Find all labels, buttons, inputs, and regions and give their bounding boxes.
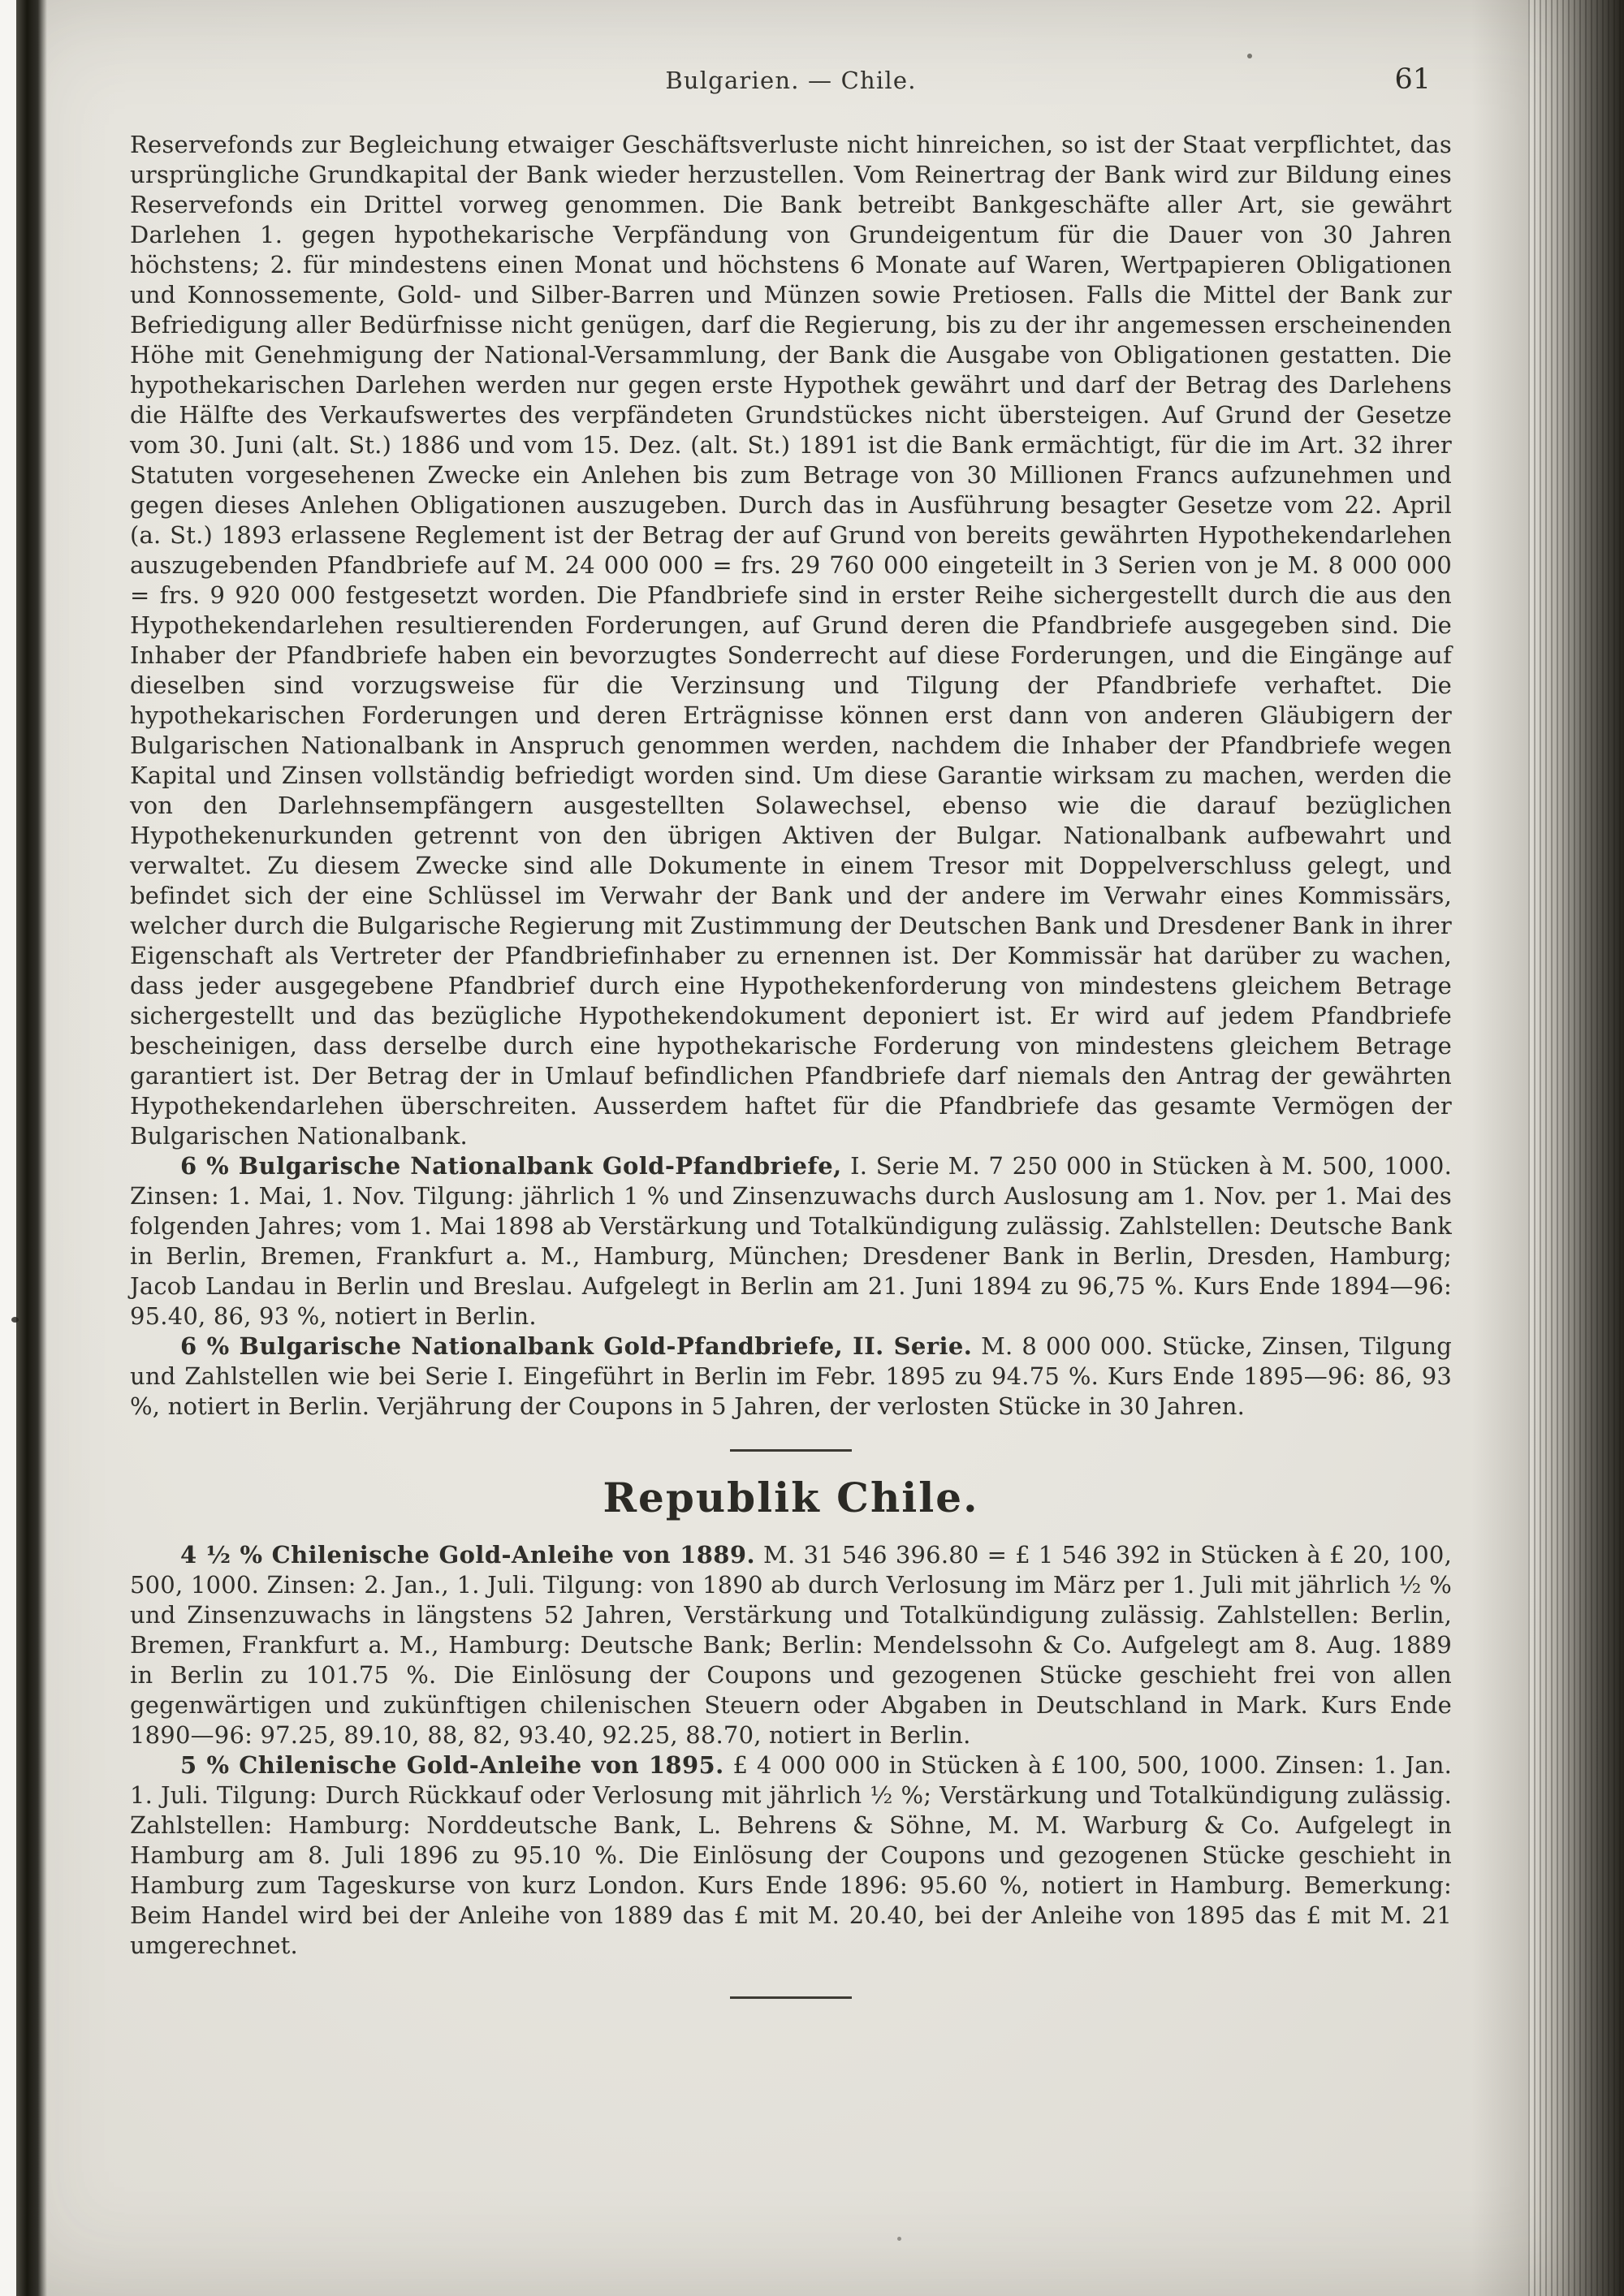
page-body — [130, 130, 1452, 1999]
scan-speck — [1247, 54, 1252, 58]
section-divider — [730, 1449, 852, 1452]
paragraph-gold-pfandbriefe-serie-1 — [130, 1151, 1452, 1331]
paragraph-bulgarian-nationalbank-intro — [130, 130, 1452, 1151]
security-details: M. 31 546 396.80 = £ 1 546 392 in Stücken à £ 20, 100, 500, 1000. Zinsen: 2. Jan., 1. Juli. Tilgung: von 1890 ab durch Verlosung im März per 1. Juli mit jährlich ½ % und Zinsenzuwachs in längstens 52 Jahren, Verstärkung und Totalkündigung zulässig. Zahlstellen: Berlin, Bremen, Frankfurt a. M., Hamburg: Deutsche Bank; Berlin: Mendelssohn & Co. Aufgelegt am 8. Aug. 1889 in Berlin zu 101.75 %. Die Einlösung der Coupons und gezogenen Stücke geschieht frei von allen gegenwärtigen und zukünftigen chilenischen Steuern oder Abgaben in Deutschland in Mark. Kurs Ende 1890—96: 97.25, 89.10, 88, 82, 93.40, 92.25, 88.70, notiert in Berlin. — [130, 1541, 1452, 1749]
paragraph-chile-anleihe-1895 — [130, 1750, 1452, 1961]
paragraph-chile-anleihe-1889 — [130, 1540, 1452, 1750]
end-divider — [730, 1996, 852, 1999]
security-details: £ 4 000 000 in Stücken à £ 100, 500, 1000. Zinsen: 1. Jan. 1. Juli. Tilgung: Durch Rückkauf oder Verlosung mit jährlich ½ %; Verstärkung und Totalkündigung zulässig. Zahlstellen: Hamburg: Norddeutsche Bank, L. Behrens & Söhne, M. M. Warburg & Co. Aufgelegt in Hamburg am 8. Juli 1896 zu 95.10 %. Die Einlösung der Coupons und gezogenen Stücke geschieht in Hamburg zum Tageskurse von kurz London. Kurs Ende 1896: 95.60 %, notiert in Hamburg. Bemerkung: Beim Handel wird bei der Anleihe von 1889 das £ mit M. 20.40, bei der Anleihe von 1895 das £ mit M. 21 umgerechnet. — [130, 1751, 1452, 1959]
security-title: 6 % Bulgarische Nationalbank Gold-Pfandbriefe, — [180, 1152, 842, 1180]
paragraph-gold-pfandbriefe-serie-2 — [130, 1331, 1452, 1422]
security-title: 5 % Chilenische Gold-Anleihe von 1895. — [180, 1751, 724, 1779]
running-header: Bulgarien. — Chile. — [665, 67, 917, 94]
scan-margin-left — [0, 0, 16, 2296]
security-details: I. Serie M. 7 250 000 in Stücken à M. 500, 1000. Zinsen: 1. Mai, 1. Nov. Tilgung: jährlich 1 % und Zinsenzuwachs durch Auslosung am 1. Nov. per 1. Mai des folgenden Jahres; vom 1. Mai 1898 ab Verstärkung und Totalkündigung zulässig. Zahlstellen: Deutsche Bank in Berlin, Bremen, Frankfurt a. M., Hamburg, München; Dresdener Bank in Berlin, Dresden, Hamburg; Jacob Landau in Berlin und Breslau. Aufgelegt in Berlin am 21. Juni 1894 zu 96,75 %. Kurs Ende 1894—96: 95.40, 86, 93 %, notiert in Berlin. — [130, 1152, 1453, 1330]
scan-speck — [897, 2237, 901, 2241]
scan-edge-band-left — [16, 0, 47, 2296]
section-heading-republik-chile: Republik Chile. — [603, 1474, 979, 1521]
book-binding-edge — [1528, 0, 1624, 2296]
security-title: 4 ½ % Chilenische Gold-Anleihe von 1889. — [180, 1541, 755, 1569]
scan-speck — [11, 1317, 19, 1323]
page-header — [130, 63, 1452, 102]
page-number: 61 — [1394, 63, 1431, 96]
security-title: 6 % Bulgarische Nationalbank Gold-Pfandbriefe, II. Serie. — [180, 1332, 973, 1360]
page-content — [130, 63, 1453, 2023]
paragraph-text: Reservefonds zur Begleichung etwaiger Geschäftsverluste nicht hinreichen, so ist der Staat verpflichtet, das ursprüngliche Grundkapital der Bank wieder herzustellen. Vom Reinertrag der Bank wird zur Bildung eines Reservefonds ein Drittel vorweg genommen. Die Bank betreibt Bankgeschäfte aller Art, sie gewährt Darlehen 1. gegen hypothekarische Verpfändung von Grundeigentum für die Dauer von 30 Jahren höchstens; 2. für mindestens einen Monat und höchstens 6 Monate auf Waren, Wertpapieren Obligationen und Konnossemente, Gold- und Silber-Barren und Münzen sowie Pretiosen. Falls die Mittel der Bank zur Befriedigung aller Bedürfnisse nicht genügen, darf die Regierung, bis zu der ihr angemessen erscheinenden Höhe mit Genehmigung der National-Versammlung, der Bank die Ausgabe von Obligationen gestatten. Die hypothekarischen Darlehen werden nur gegen erste Hypothek gewährt und darf der Betrag des Darlehens die Hälfte des Verkaufswertes des verpfändeten Grundstückes nicht übersteigen. Auf Grund der Gesetze vom 30. Juni (alt. St.) 1886 und vom 15. Dez. (alt. St.) 1891 ist die Bank ermächtigt, für die im Art. 32 ihrer Statuten vorgesehenen Zwecke ein Anlehen bis zum Betrage von 30 Millionen Francs aufzunehmen und gegen dieses Anlehen Obligationen auszugeben. Durch das in Ausführung besagter Gesetze vom 22. April (a. St.) 1893 erlassene Reglement ist der Betrag der auf Grund von bereits gewährten Hypothekendarlehen auszugebenden Pfandbriefe auf M. 24 000 000 = frs. 29 760 000 eingeteilt in 3 Serien von je M. 8 000 000 = frs. 9 920 000 festgesetzt worden. Die Pfandbriefe sind in erster Reihe sichergestellt durch die aus den Hypothekendarlehen resultierenden Forderungen, auf Grund deren die Pfandbriefe ausgegeben sind. Die Inhaber der Pfandbriefe haben ein bevorzugtes Sonderrecht auf diese Forderungen, und die Eingänge auf dieselben sind vorzugsweise für die Verzinsung und Tilgung der Pfandbriefe verhaftet. Die hypothekarischen Forderungen und deren Erträgnisse können erst dann von anderen Gläubigern der Bulgarischen Nationalbank in Anspruch genommen werden, nachdem die Inhaber der Pfandbriefe wegen Kapital und Zinsen vollständig befriedigt worden sind. Um diese Garantie wirksam zu machen, werden die von den Darlehnsempfängern ausgestellten Solawechsel, ebenso wie die darauf bezüglichen Hypothekenurkunden getrennt von den übrigen Aktiven der Bulgar. Nationalbank aufbewahrt und verwaltet. Zu diesem Zwecke sind alle Dokumente in einem Tresor mit Doppelverschluss gelegt, und befindet sich der eine Schlüssel im Verwahr der Bank und der andere im Verwahr eines Kommissärs, welcher durch die Bulgarische Regierung mit Zustimmung der Deutschen Bank und Dresdener Bank in ihrer Eigenschaft als Vertreter der Pfandbriefinhaber zu ernennen ist. Der Kommissär hat darüber zu wachen, dass jeder ausgegebene Pfandbrief durch eine Hypothekenforderung von mindestens gleichem Betrage sichergestellt und das bezügliche Hypothekendokument deponiert ist. Er wird auf jedem Pfandbriefe bescheinigen, dass derselbe durch eine hypothekarische Forderung von mindestens gleichem Betrage garantiert ist. Der Betrag der in Umlauf befindlichen Pfandbriefe darf niemals den Antrag der gewährten Hypothekendarlehen überschreiten. Ausserdem haftet für die Pfandbriefe das gesamte Vermögen der Bulgarischen Nationalbank. — [130, 131, 1452, 1150]
security-details: M. 8 000 000. Stücke, Zinsen, Tilgung und Zahlstellen wie bei Serie I. Eingeführt in Berlin im Febr. 1895 zu 94.75 %. Kurs Ende 1895—96: 86, 93 %, notiert in Berlin. Verjährung der Coupons in 5 Jahren, der verlosten Stücke in 30 Jahren. — [130, 1332, 1452, 1420]
page-edge-shadow — [1471, 0, 1528, 2296]
